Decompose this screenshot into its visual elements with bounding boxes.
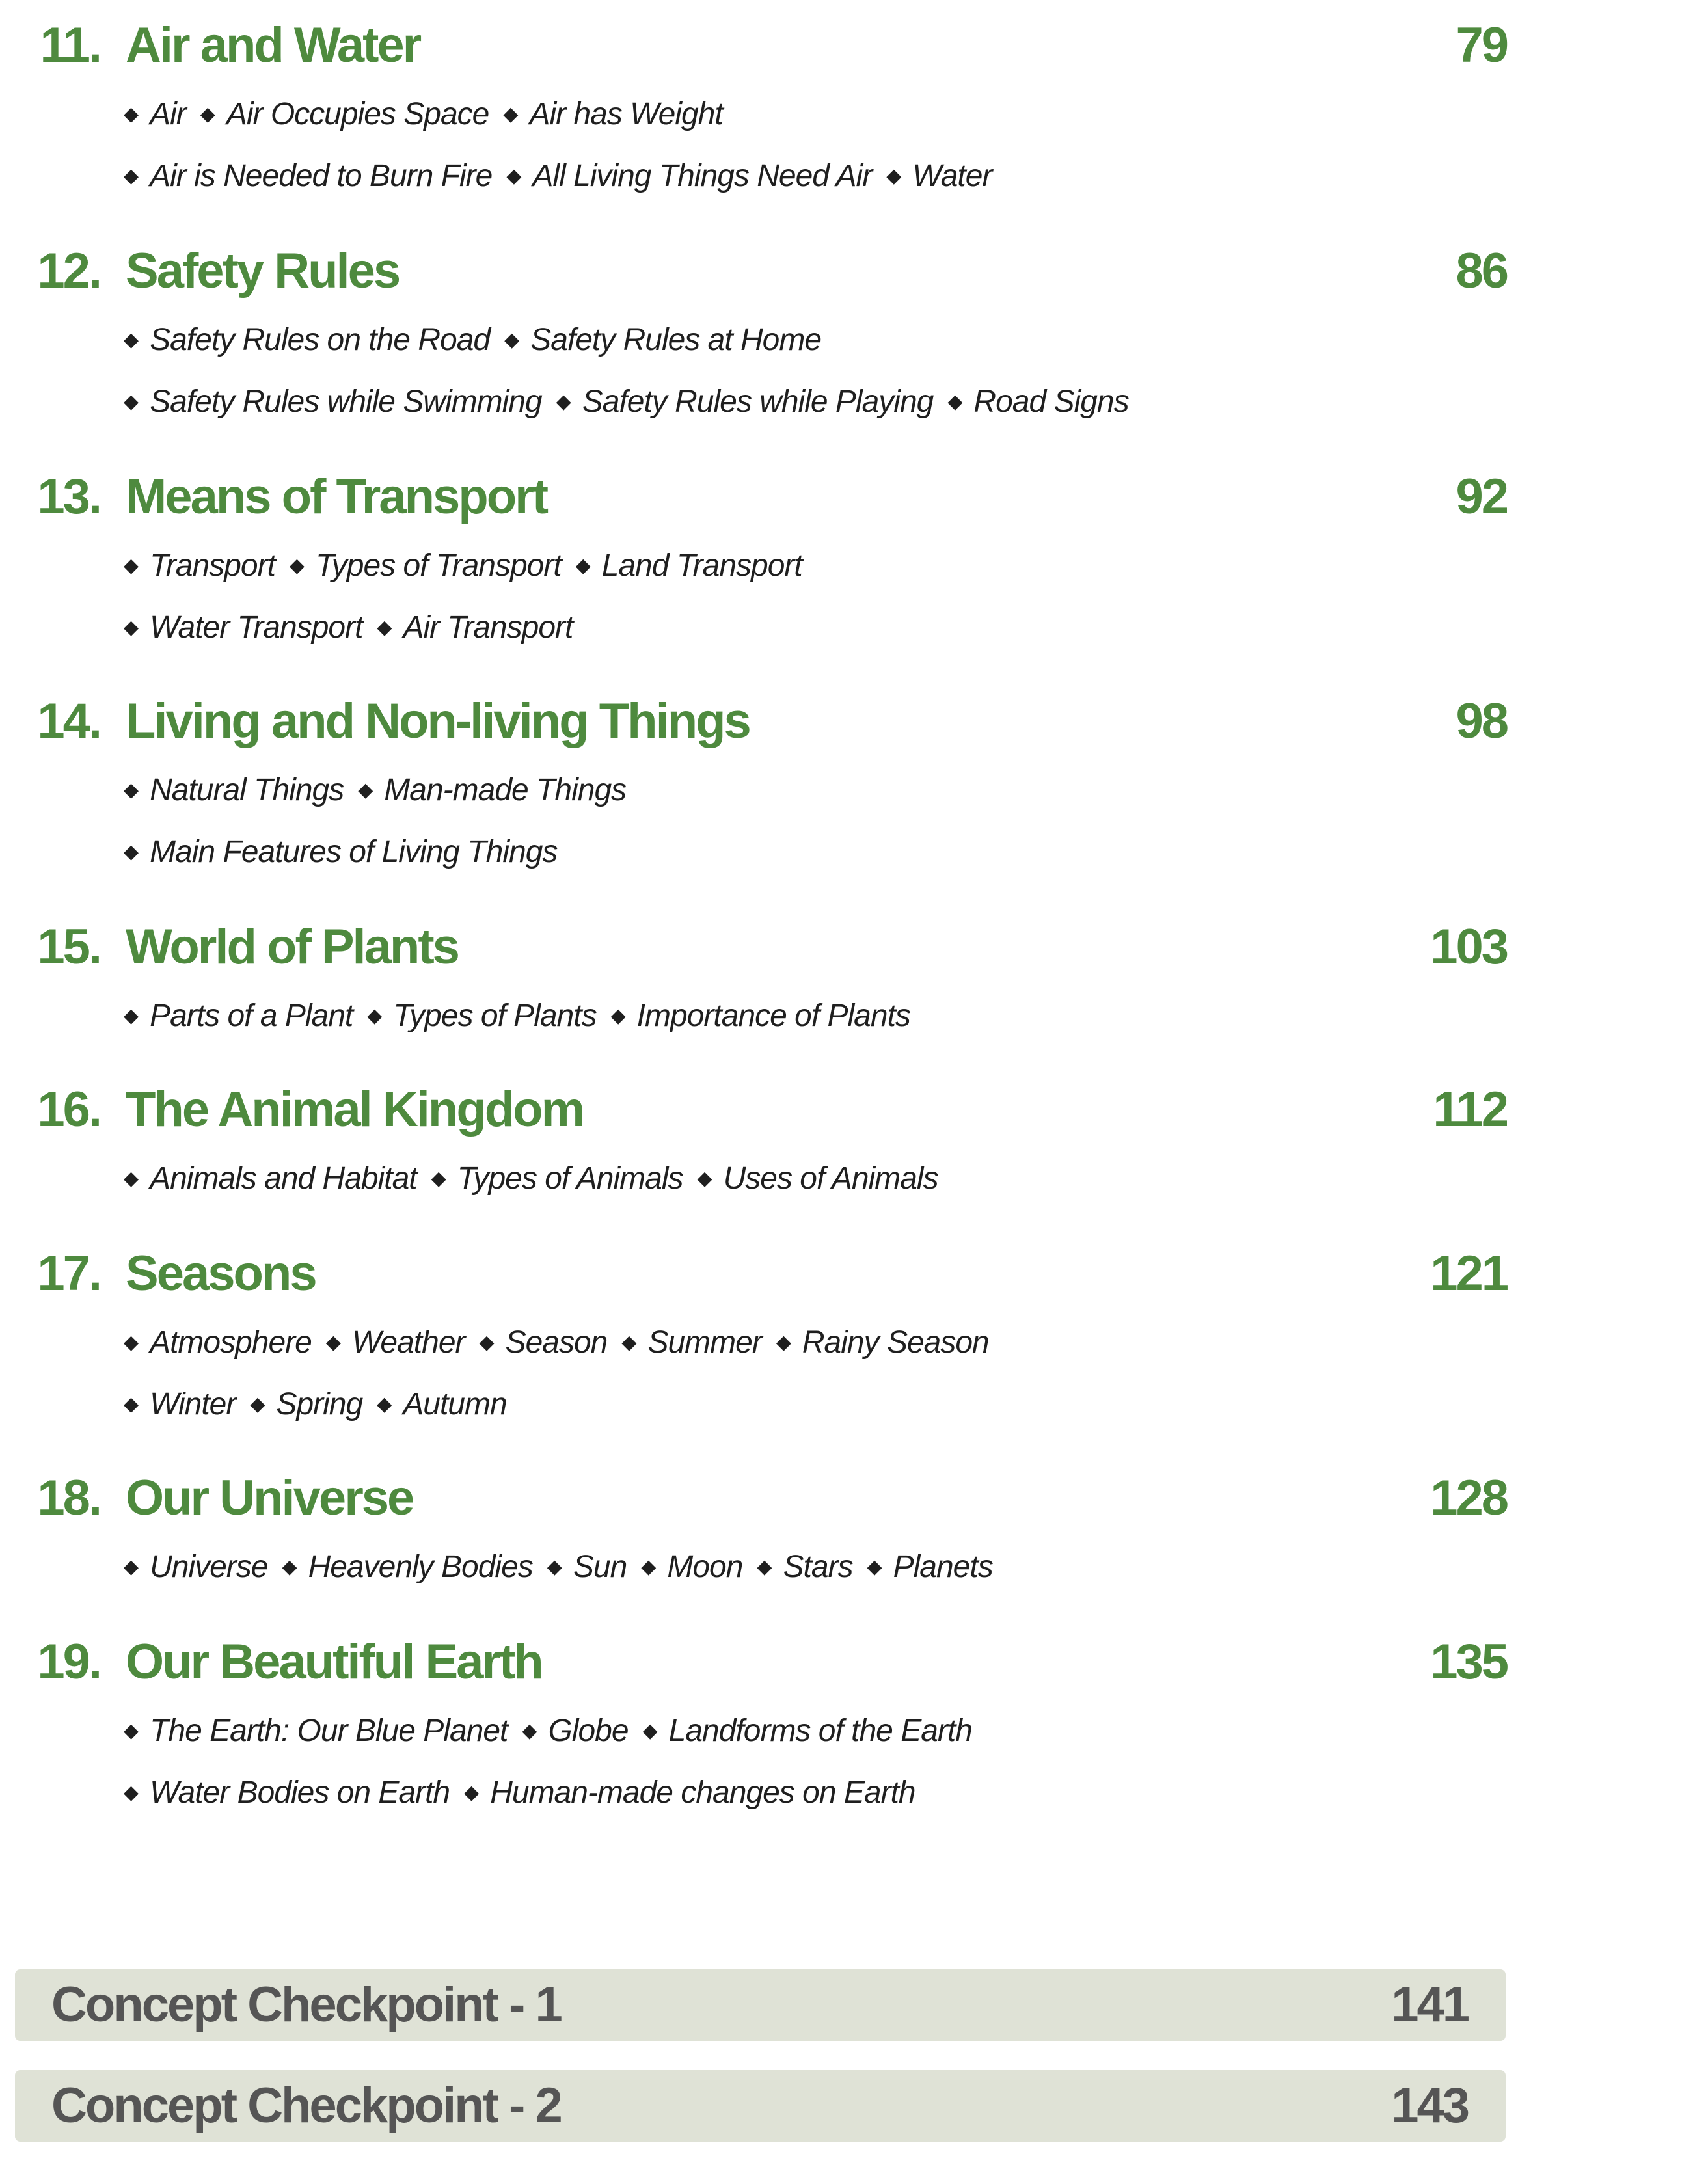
chapter-page: 103 [1430, 919, 1507, 975]
chapter-title: Means of Transport [126, 469, 547, 524]
topic-line [124, 1773, 915, 1812]
chapter-number: 15. [37, 919, 100, 975]
checkpoint-1-row[interactable] [15, 1969, 1506, 2041]
bullet-diamond-icon: ◆ [621, 1332, 636, 1353]
topic: Importance of Plants [636, 999, 910, 1033]
bullet-diamond-icon: ◆ [124, 617, 139, 638]
checkpoint-2-row[interactable] [15, 2070, 1506, 2142]
bullet-diamond-icon: ◆ [282, 1556, 297, 1578]
bullet-diamond-icon: ◆ [504, 329, 519, 351]
chapter-title: World of Plants [126, 919, 458, 975]
topic: Air has Weight [529, 97, 723, 131]
topic-line [124, 833, 557, 872]
topic: Autumn [403, 1387, 507, 1421]
bullet-diamond-icon: ◆ [124, 1782, 139, 1803]
bullet-diamond-icon: ◆ [124, 1394, 139, 1415]
bullet-diamond-icon: ◆ [610, 1005, 625, 1027]
bullet-diamond-icon: ◆ [325, 1332, 340, 1353]
chapter-page: 128 [1430, 1470, 1507, 1526]
bullet-diamond-icon: ◆ [124, 329, 139, 351]
topic-line [124, 157, 992, 196]
bullet-diamond-icon: ◆ [124, 555, 139, 576]
topic: Summer [647, 1325, 762, 1360]
chapter-number: 12. [37, 243, 100, 299]
bullet-diamond-icon: ◆ [697, 1168, 712, 1189]
topic: Types of Plants [393, 999, 597, 1033]
topic: Uses of Animals [723, 1161, 938, 1196]
bullet-diamond-icon: ◆ [431, 1168, 446, 1189]
chapter-title: Seasons [126, 1246, 316, 1301]
bullet-diamond-icon: ◆ [547, 1556, 562, 1578]
chapter-number: 13. [37, 469, 100, 524]
bullet-diamond-icon: ◆ [575, 555, 590, 576]
bullet-diamond-icon: ◆ [124, 1720, 139, 1742]
bullet-diamond-icon: ◆ [556, 391, 571, 412]
topic: Weather [351, 1325, 465, 1360]
bullet-diamond-icon: ◆ [367, 1005, 382, 1027]
topic: Moon [667, 1550, 743, 1584]
chapter-page: 135 [1430, 1634, 1507, 1690]
chapter-number: 19. [37, 1634, 100, 1690]
topic-line [124, 608, 573, 647]
bullet-diamond-icon: ◆ [124, 103, 139, 125]
topic-line [124, 321, 821, 360]
topic: Spring [276, 1387, 363, 1421]
topic: Sun [573, 1550, 627, 1584]
bullet-diamond-icon: ◆ [124, 391, 139, 412]
topic: Air is Needed to Burn Fire [150, 159, 493, 193]
topic: Winter [150, 1387, 236, 1421]
bullet-diamond-icon: ◆ [289, 555, 304, 576]
bullet-diamond-icon: ◆ [358, 779, 373, 801]
chapter-page: 86 [1456, 243, 1507, 299]
chapter-page: 112 [1433, 1082, 1507, 1137]
chapter-number: 17. [37, 1246, 100, 1301]
chapter-number: 18. [37, 1470, 100, 1526]
bullet-diamond-icon: ◆ [377, 617, 392, 638]
topic: Safety Rules while Swimming [150, 384, 542, 419]
topic: Human-made changes on Earth [490, 1775, 915, 1810]
chapter-number: 11. [40, 18, 100, 73]
topic: Water Bodies on Earth [150, 1775, 450, 1810]
checkpoint-page: 143 [1391, 2078, 1468, 2133]
topic: Transport [150, 548, 275, 583]
topic: Stars [783, 1550, 853, 1584]
topic: Heavenly Bodies [308, 1550, 533, 1584]
topic: Planets [893, 1550, 993, 1584]
topic-line [124, 95, 723, 134]
topic: Safety Rules on the Road [150, 323, 491, 357]
topic: Air [150, 97, 186, 131]
checkpoint-label: Concept Checkpoint - 2 [51, 2078, 561, 2133]
topic: Rainy Season [802, 1325, 989, 1360]
topic-line [124, 1385, 507, 1424]
topic: Land Transport [601, 548, 802, 583]
topic: Animals and Habitat [150, 1161, 417, 1196]
topic: Landforms of the Earth [668, 1714, 972, 1748]
topic: Road Signs [973, 384, 1129, 419]
chapter-page: 92 [1456, 469, 1507, 524]
topic: Air Transport [403, 610, 573, 645]
topic: Natural Things [150, 773, 344, 807]
topic-line [124, 1548, 993, 1587]
topic: Safety Rules while Playing [582, 384, 934, 419]
chapter-title: Air and Water [126, 18, 420, 73]
checkpoint-page: 141 [1391, 1977, 1468, 2032]
topic: Man-made Things [384, 773, 627, 807]
bullet-diamond-icon: ◆ [124, 165, 139, 187]
bullet-diamond-icon: ◆ [642, 1720, 657, 1742]
bullet-diamond-icon: ◆ [250, 1394, 265, 1415]
topic-line [124, 1159, 938, 1198]
bullet-diamond-icon: ◆ [377, 1394, 392, 1415]
topic: Atmosphere [150, 1325, 312, 1360]
topic: Universe [150, 1550, 268, 1584]
topic: Water Transport [150, 610, 363, 645]
chapter-number: 16. [37, 1082, 100, 1137]
chapter-title: Our Beautiful Earth [126, 1634, 542, 1690]
topic: Main Features of Living Things [150, 835, 558, 869]
chapter-page: 98 [1456, 694, 1507, 749]
topic: Season [505, 1325, 608, 1360]
bullet-diamond-icon: ◆ [124, 1005, 139, 1027]
checkpoint-label: Concept Checkpoint - 1 [51, 1977, 561, 2032]
chapter-title: Living and Non-living Things [126, 694, 750, 749]
topic-line [124, 771, 626, 810]
chapter-title: Safety Rules [126, 243, 400, 299]
topic: Globe [548, 1714, 629, 1748]
topic: Types of Transport [316, 548, 562, 583]
topic-line [124, 383, 1129, 422]
topic: The Earth: Our Blue Planet [150, 1714, 508, 1748]
topic: Safety Rules at Home [530, 323, 822, 357]
bullet-diamond-icon: ◆ [522, 1720, 537, 1742]
topic: Parts of a Plant [150, 999, 353, 1033]
bullet-diamond-icon: ◆ [124, 1168, 139, 1189]
bullet-diamond-icon: ◆ [124, 1556, 139, 1578]
topic: Air Occupies Space [226, 97, 489, 131]
topic-line [124, 997, 910, 1036]
bullet-diamond-icon: ◆ [776, 1332, 791, 1353]
bullet-diamond-icon: ◆ [124, 779, 139, 801]
bullet-diamond-icon: ◆ [464, 1782, 479, 1803]
topic-line [124, 1712, 972, 1751]
bullet-diamond-icon: ◆ [479, 1332, 494, 1353]
bullet-diamond-icon: ◆ [124, 841, 139, 863]
bullet-diamond-icon: ◆ [641, 1556, 656, 1578]
chapter-title: Our Universe [126, 1470, 413, 1526]
topic-line [124, 546, 802, 586]
chapter-number: 14. [37, 694, 100, 749]
chapter-title: The Animal Kingdom [126, 1082, 584, 1137]
chapter-page: 79 [1456, 18, 1507, 73]
bullet-diamond-icon: ◆ [503, 103, 518, 125]
topic: Types of Animals [457, 1161, 683, 1196]
topic: All Living Things Need Air [532, 159, 873, 193]
bullet-diamond-icon: ◆ [506, 165, 521, 187]
topic-line [124, 1323, 989, 1362]
bullet-diamond-icon: ◆ [886, 165, 901, 187]
bullet-diamond-icon: ◆ [124, 1332, 139, 1353]
bullet-diamond-icon: ◆ [200, 103, 215, 125]
topic: Water [912, 159, 992, 193]
bullet-diamond-icon: ◆ [867, 1556, 882, 1578]
chapter-page: 121 [1430, 1246, 1507, 1301]
bullet-diamond-icon: ◆ [947, 391, 962, 412]
bullet-diamond-icon: ◆ [757, 1556, 772, 1578]
